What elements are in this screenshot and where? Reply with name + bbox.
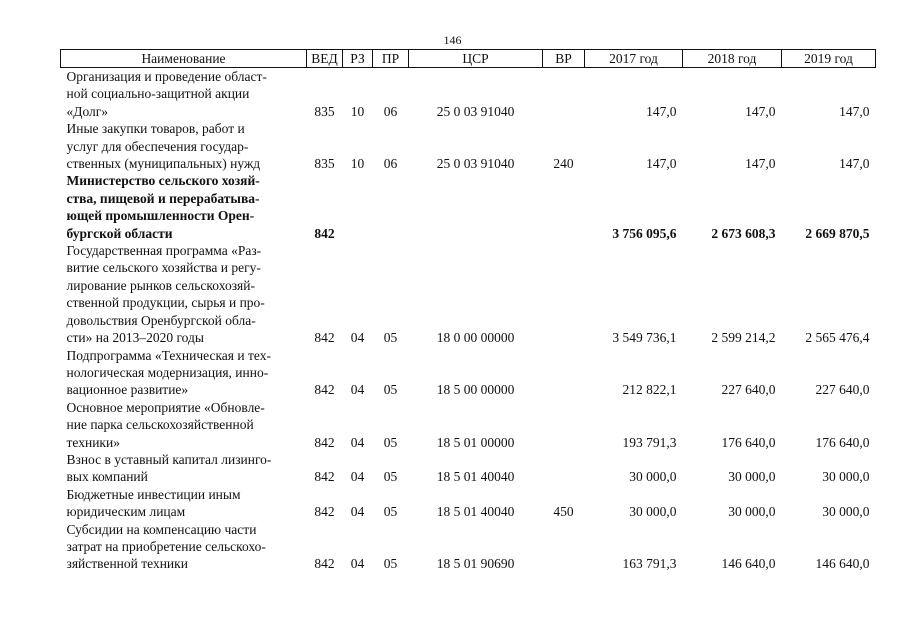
row-name-line: ние парка сельскохозяйственной xyxy=(66,417,254,433)
cell-2017: 212 822,1 xyxy=(622,382,677,398)
cell-pr: 05 xyxy=(383,469,398,485)
cell-2018: 2 673 608,3 xyxy=(711,225,776,241)
row-name-line: затрат на приобретение сельскохо- xyxy=(66,538,266,554)
cell-pr: 05 xyxy=(383,556,398,572)
row-name xyxy=(61,521,307,573)
cell-pr: 05 xyxy=(383,382,398,398)
cell-vr xyxy=(543,242,585,346)
row-name xyxy=(61,347,307,399)
cell-2019: 2 669 870,5 xyxy=(805,225,870,241)
cell-2019: 227 640,0 xyxy=(815,382,870,398)
cell-ved: 842 xyxy=(314,469,335,485)
cell-rz: 04 xyxy=(350,556,365,572)
row-name-line: довольствия Оренбургской обла- xyxy=(66,312,256,328)
cell-rz: 04 xyxy=(350,434,365,450)
cell-2019: 30 000,0 xyxy=(822,469,870,485)
table-row xyxy=(61,242,876,346)
cell-pr: 05 xyxy=(383,504,398,520)
row-name-line: техники» xyxy=(66,434,120,450)
table-row xyxy=(61,172,876,242)
row-name-line: нологическая модернизация, инно- xyxy=(66,364,269,380)
cell-2018: 147,0 xyxy=(745,103,776,119)
row-name-line: ственных (муниципальных) нужд xyxy=(66,156,261,172)
cell-2018: 30 000,0 xyxy=(728,504,776,520)
cell-pr: 06 xyxy=(383,156,398,172)
cell-2019: 176 640,0 xyxy=(815,434,870,450)
column-header-pr: ПР xyxy=(373,50,409,68)
table-row xyxy=(61,486,876,521)
row-name-line: зяйственной техники xyxy=(66,556,188,572)
row-name-line: Министерство сельского хозяй- xyxy=(66,173,260,189)
cell-2017: 193 791,3 xyxy=(622,434,677,450)
row-name-line: витие сельского хозяйства и регу- xyxy=(66,260,261,276)
row-name-line: ющей промышленности Орен- xyxy=(66,208,255,224)
cell-csr: 18 5 01 00000 xyxy=(436,434,515,450)
cell-2017: 147,0 xyxy=(646,103,677,119)
table-header-row xyxy=(61,50,876,68)
table-row xyxy=(61,347,876,399)
cell-rz: 10 xyxy=(350,156,365,172)
row-name xyxy=(61,399,307,451)
cell-ved: 842 xyxy=(314,382,335,398)
cell-2017: 147,0 xyxy=(646,156,677,172)
row-name xyxy=(61,486,307,521)
cell-csr: 18 5 01 90690 xyxy=(436,556,515,572)
table-row xyxy=(61,120,876,172)
cell-vr: 240 xyxy=(553,156,574,172)
cell-vr xyxy=(543,68,585,121)
row-name-line: Бюджетные инвестиции иным xyxy=(66,486,241,502)
table-row xyxy=(61,521,876,573)
cell-2017: 30 000,0 xyxy=(629,469,677,485)
cell-vr xyxy=(543,521,585,573)
column-header-2019: 2019 год xyxy=(782,50,876,68)
cell-2019: 2 565 476,4 xyxy=(805,330,870,346)
cell-2019: 147,0 xyxy=(839,156,870,172)
cell-ved: 842 xyxy=(314,225,335,241)
cell-2018: 227 640,0 xyxy=(721,382,776,398)
cell-rz: 04 xyxy=(350,330,365,346)
cell-rz: 10 xyxy=(350,103,365,119)
cell-ved: 835 xyxy=(314,103,335,119)
row-name-line: ной социально-защитной акции xyxy=(66,86,250,102)
row-name-line: Основное мероприятие «Обновле- xyxy=(66,399,265,415)
budget-table xyxy=(60,49,876,573)
cell-vr xyxy=(543,451,585,486)
row-name-line: Иные закупки товаров, работ и xyxy=(66,121,245,137)
row-name-line: Организация и проведение област- xyxy=(66,69,267,84)
cell-2019: 146 640,0 xyxy=(815,556,870,572)
cell-csr: 18 0 00 00000 xyxy=(436,330,515,346)
column-header-csr: ЦСР xyxy=(409,50,543,68)
cell-csr: 18 5 01 40040 xyxy=(436,504,515,520)
cell-pr xyxy=(373,172,409,242)
cell-2018: 147,0 xyxy=(745,156,776,172)
cell-2019: 30 000,0 xyxy=(822,504,870,520)
row-name-line: Взнос в уставный капитал лизинго- xyxy=(66,451,272,467)
cell-rz: 04 xyxy=(350,382,365,398)
cell-2018: 30 000,0 xyxy=(728,469,776,485)
column-header-name: Наименование xyxy=(61,50,307,68)
cell-ved: 842 xyxy=(314,330,335,346)
column-header-vr: ВР xyxy=(543,50,585,68)
row-name xyxy=(61,68,307,121)
row-name-line: вационное развитие» xyxy=(66,382,189,398)
cell-ved: 842 xyxy=(314,434,335,450)
row-name-line: бургской области xyxy=(66,225,173,241)
row-name xyxy=(61,172,307,242)
row-name-line: ственной продукции, сырья и про- xyxy=(66,295,265,311)
cell-rz: 04 xyxy=(350,504,365,520)
cell-vr: 450 xyxy=(553,504,574,520)
cell-pr: 06 xyxy=(383,103,398,119)
column-header-ved: ВЕД xyxy=(307,50,343,68)
row-name-line: сти» на 2013–2020 годы xyxy=(66,330,204,346)
cell-vr xyxy=(543,347,585,399)
table-row xyxy=(61,399,876,451)
row-name-line: юридическим лицам xyxy=(66,504,186,520)
row-name-line: ства, пищевой и перерабатыва- xyxy=(66,190,260,206)
cell-csr: 25 0 03 91040 xyxy=(436,103,515,119)
column-header-2018: 2018 год xyxy=(683,50,782,68)
cell-pr: 05 xyxy=(383,434,398,450)
cell-2019: 147,0 xyxy=(839,103,870,119)
row-name-line: Субсидии на компенсацию части xyxy=(66,521,257,537)
cell-pr: 05 xyxy=(383,330,398,346)
cell-2018: 146 640,0 xyxy=(721,556,776,572)
cell-2017: 3 549 736,1 xyxy=(612,330,677,346)
row-name xyxy=(61,120,307,172)
cell-csr: 18 5 00 00000 xyxy=(436,382,515,398)
row-name-line: вых компаний xyxy=(66,469,148,485)
cell-rz: 04 xyxy=(350,469,365,485)
row-name-line: лирование рынков сельскохозяй- xyxy=(66,277,255,293)
table-row xyxy=(61,68,876,121)
cell-2017: 163 791,3 xyxy=(622,556,677,572)
row-name-line: Подпрограмма «Техническая и тех- xyxy=(66,347,271,363)
page-number: 146 xyxy=(443,33,462,47)
row-name-line: Государственная программа «Раз- xyxy=(66,243,262,259)
column-header-2017: 2017 год xyxy=(585,50,683,68)
cell-vr xyxy=(543,399,585,451)
cell-2017: 30 000,0 xyxy=(629,504,677,520)
cell-vr xyxy=(543,172,585,242)
cell-ved: 835 xyxy=(314,156,335,172)
cell-csr: 25 0 03 91040 xyxy=(436,156,515,172)
cell-csr: 18 5 01 40040 xyxy=(436,469,515,485)
cell-2017: 3 756 095,6 xyxy=(612,225,677,241)
column-header-rz: РЗ xyxy=(343,50,373,68)
row-name xyxy=(61,451,307,486)
cell-ved: 842 xyxy=(314,504,335,520)
cell-csr xyxy=(409,172,543,242)
row-name xyxy=(61,242,307,346)
cell-ved: 842 xyxy=(314,556,335,572)
row-name-line: услуг для обеспечения государ- xyxy=(66,138,249,154)
cell-rz xyxy=(343,172,373,242)
row-name-line: «Долг» xyxy=(66,103,109,119)
table-body xyxy=(61,68,876,573)
cell-2018: 176 640,0 xyxy=(721,434,776,450)
cell-2018: 2 599 214,2 xyxy=(711,330,776,346)
table-row xyxy=(61,451,876,486)
